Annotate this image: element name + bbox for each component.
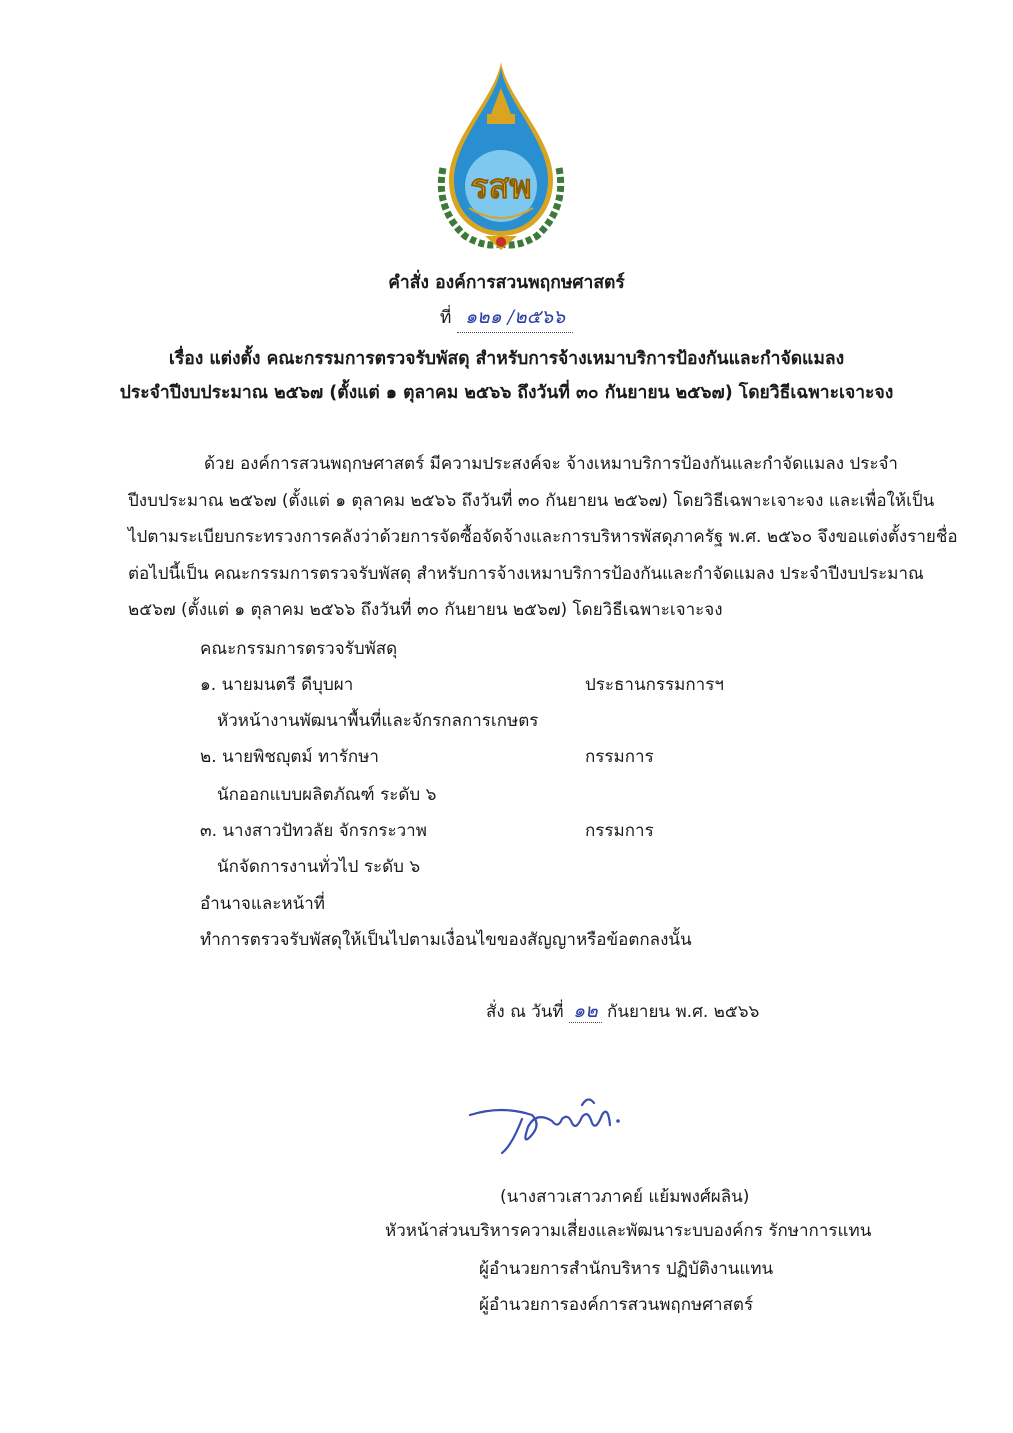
paragraph-line: ด้วย องค์การสวนพฤกษศาสตร์ มีความประสงค์จะ จ้างเหมาบริการป้องกันและกำจัดแมลง ประจำ [204,454,898,474]
member-position: หัวหน้างานพัฒนาพื้นที่และจักรกลการเกษตร [217,711,539,731]
organization-logo [425,58,577,254]
signer-title-2: ผู้อำนวยการสำนักบริหาร ปฏิบัติงานแทน [479,1259,774,1279]
member-position: นักออกแบบผลิตภัณฑ์ ระดับ ๖ [217,785,437,805]
member-name: ๒. นายพิชญุตม์ ทารักษา [200,747,379,767]
member-role: กรรมการ [585,747,654,767]
order-date-prefix: สั่ง ณ วันที่ [486,1002,564,1022]
paragraph-line: ไปตามระเบียบกระทรวงการคลังว่าด้วยการจัดซื้อจัดจ้างและการบริหารพัสดุภาครัฐ พ.ศ. ๒๕๖๐ จึงขอแต่งตั้งรายชื่อ [128,527,958,547]
signer-title-1: หัวหน้าส่วนบริหารความเสี่ยงและพัฒนาระบบองค์กร รักษาการแทน [385,1221,872,1241]
handwritten-signature [462,1075,632,1165]
order-title: คำสั่ง องค์การสวนพฤกษศาสตร์ [388,273,625,293]
paragraph-line: ปีงบประมาณ ๒๕๖๗ (ตั้งแต่ ๑ ตุลาคม ๒๕๖๖ ถึงวันที่ ๓๐ กันยายน ๒๕๖๗) โดยวิธีเฉพาะเจาะจง และเพื่อให้เป็น [128,490,935,511]
committee-heading: คณะกรรมการตรวจรับพัสดุ [200,639,398,659]
paragraph-line: ๒๕๖๗ (ตั้งแต่ ๑ ตุลาคม ๒๕๖๖ ถึงวันที่ ๓๐ กันยายน ๒๕๖๗) โดยวิธีเฉพาะเจาะจง [128,600,723,620]
svg-text:รสพ: รสพ [470,167,532,207]
order-number [0,302,1013,333]
order-date [486,1000,759,1023]
member-role: ประธานกรรมการฯ [585,675,724,695]
order-date-day: ๑๒ [569,1000,602,1023]
subject-line-2: ประจำปีงบประมาณ ๒๕๖๗ (ตั้งแต่ ๑ ตุลาคม ๒๕๖๖ ถึงวันที่ ๓๐ กันยายน ๒๕๖๗) โดยวิธีเฉพาะเจาะจง [119,383,894,403]
duty-text: ทำการตรวจรับพัสดุให้เป็นไปตามเงื่อนไขของสัญญาหรือข้อตกลงนั้น [200,930,692,950]
member-name: ๓. นางสาวปัทวลัย จักรกระวาพ [200,821,427,841]
signer-title-3: ผู้อำนวยการองค์การสวนพฤกษศาสตร์ [479,1295,754,1315]
subject-line-1: เรื่อง แต่งตั้ง คณะกรรมการตรวจรับพัสดุ สำหรับการจ้างเหมาบริการป้องกันและกำจัดแมลง [168,349,845,369]
body-paragraph [128,446,958,629]
member-name: ๑. นายมนตรี ดีบุบผา [200,675,354,695]
order-number-value: ๑๒๑ /๒๕๖๖ [457,302,573,333]
duty-heading: อำนาจและหน้าที่ [200,894,325,914]
order-number-label: ที่ [439,308,452,328]
member-role: กรรมการ [585,821,654,841]
member-position: นักจัดการงานทั่วไป ระดับ ๖ [217,857,421,877]
order-date-month-year: กันยายน พ.ศ. ๒๕๖๖ [607,1002,760,1022]
paragraph-line: ต่อไปนี้เป็น คณะกรรมการตรวจรับพัสดุ สำหรับการจ้างเหมาบริการป้องกันและกำจัดแมลง ประจำปีงบประมาณ [128,563,924,584]
signer-name: (นางสาวเสาวภาคย์ แย้มพงศ์ผลิน) [500,1187,750,1207]
